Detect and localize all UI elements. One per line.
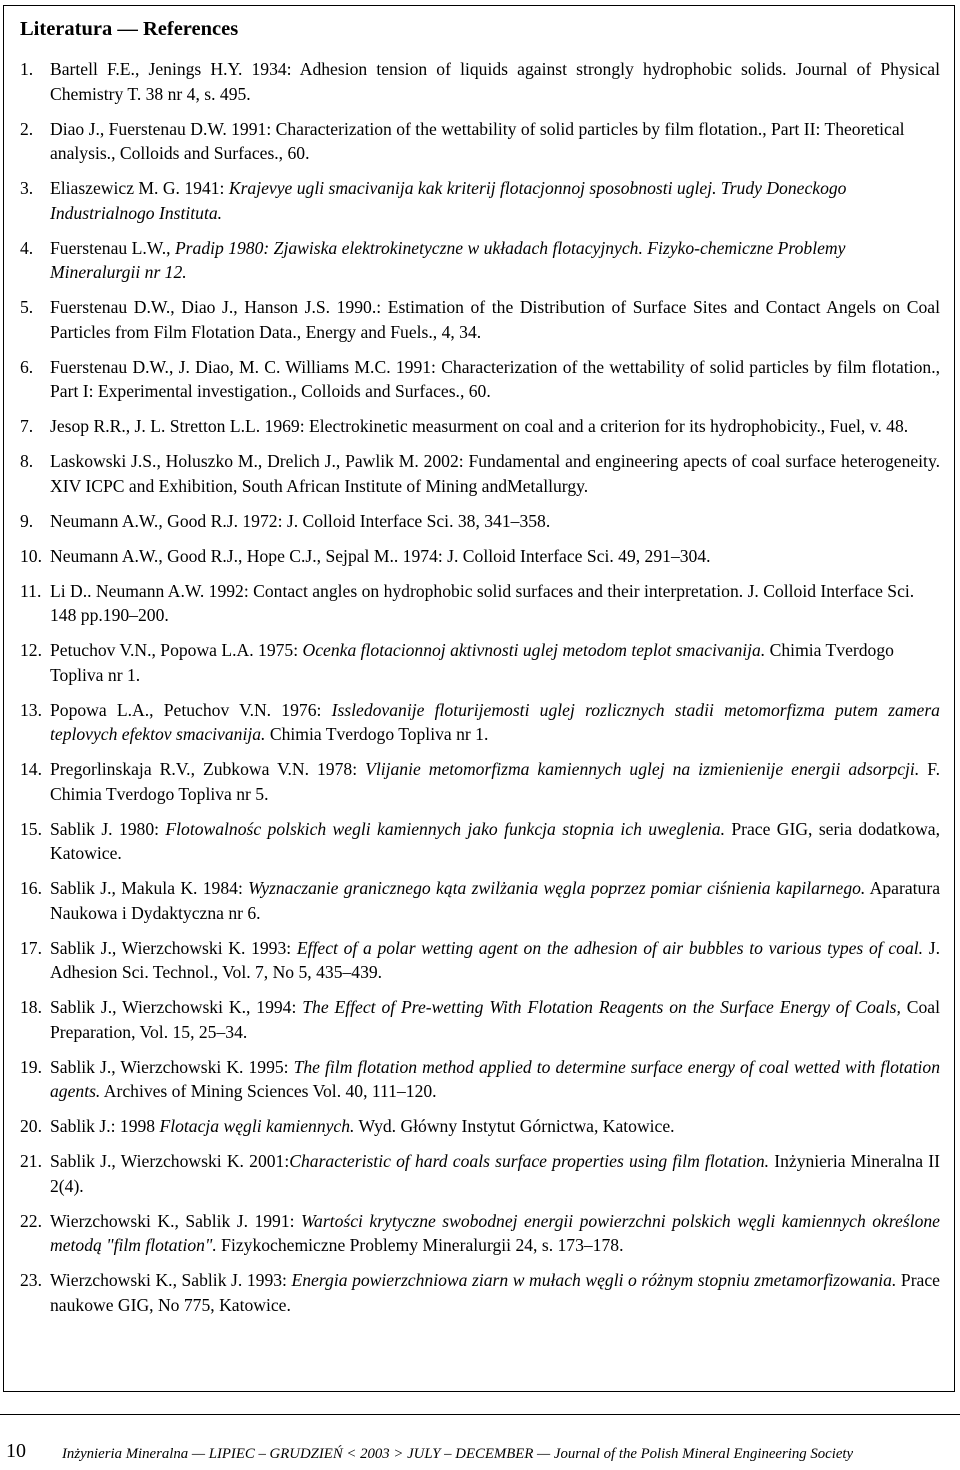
reference-item: [20, 1268, 940, 1317]
reference-title: Krajevye ugli smacivanija kak kriterij flotacjonnoj sposobnosti uglej. Trudy Doneckogo Industrialnogo Instituta.: [50, 178, 847, 223]
page-footer: [6, 1440, 956, 1470]
reference-title: Ocenka flotacionnoj aktivnosti uglej metodom teplot smacivanija.: [302, 640, 766, 660]
reference-title: Vlijanie metomorfizma kamiennych uglej na izmienienije energii adsorpcji.: [365, 759, 920, 779]
reference-item: [20, 579, 940, 628]
reference-text: Li D.. Neumann A.W. 1992: Contact angles on hydrophobic solid surfaces and their interpretation. J. Colloid Interface Sci. 148 pp.190–200.: [50, 580, 915, 625]
reference-item: [20, 757, 940, 806]
reference-text: Neumann A.W., Good R.J. 1972: J. Colloid Interface Sci. 38, 341–358.: [50, 510, 551, 531]
reference-text: Fuerstenau D.W., Diao J., Hanson J.S. 1990.: Estimation of the Distribution of Surface Sites and Contact Angels on Coal Particles from Film Flotation Data., Energy and Fuels., 4, 34.: [50, 297, 940, 342]
reference-source: Aparatura Naukowa i Dydaktyczna nr 6.: [50, 878, 940, 923]
reference-text: Eliaszewicz M. G. 1941:: [50, 178, 229, 198]
reference-source: F. Chimia Tverdogo Topliva nr 5.: [50, 759, 940, 804]
reference-source: Chimia Tverdogo Topliva nr 1.: [265, 724, 489, 744]
section-heading: Literatura — References: [20, 18, 239, 40]
reference-number: 8.: [20, 451, 34, 471]
reference-number: 11.: [20, 580, 42, 601]
reference-number: 1.: [20, 59, 34, 79]
reference-text: Bartell F.E., Jenings H.Y. 1934: Adhesion tension of liquids against strongly hydrophobic solids. Journal of Physical Chemistry T. 38 nr 4, s. 495.: [50, 59, 940, 104]
reference-source: Inżynieria Mineralna II 2(4).: [50, 1151, 940, 1196]
reference-title: Wartości krytyczne swobodnej energii powierzchni polskich węgli kamiennych określone metodą "film flotation".: [50, 1210, 940, 1255]
reference-number: 17.: [20, 937, 42, 958]
reference-number: 13.: [20, 699, 42, 720]
reference-source: Wyd. Główny Instytut Górnictwa, Katowice.: [354, 1116, 675, 1136]
reference-item: [20, 817, 940, 866]
reference-title: Effect of a polar wetting agent on the adhesion of air bubbles to various types of coal.: [296, 937, 924, 958]
reference-item: [20, 414, 940, 439]
reference-item: [20, 936, 940, 985]
reference-source: Archives of Mining Sciences Vol. 40, 111–120.: [100, 1081, 437, 1101]
reference-text: Sablik J., Wierzchowski K. 1993:: [50, 937, 297, 958]
reference-item: [20, 295, 940, 344]
footer-rule: [0, 1414, 960, 1415]
reference-source: Fizykochemiczne Problemy Mineralurgii 24, s. 173–178.: [216, 1235, 624, 1255]
reference-number: 10.: [20, 545, 42, 566]
reference-item: [20, 1114, 940, 1139]
reference-item: [20, 1055, 940, 1104]
reference-item: [20, 1149, 940, 1198]
reference-text: Neumann A.W., Good R.J., Hope C.J., Sejpal M.. 1974: J. Colloid Interface Sci. 49, 291–304.: [50, 545, 711, 566]
reference-number: 14.: [20, 759, 42, 779]
reference-item: [20, 1209, 940, 1258]
reference-text: Jesop R.R., J. L. Stretton L.L. 1969: Electrokinetic measurment on coal and a criterion for its hydrophobicity., Fuel, v. 48.: [50, 416, 909, 436]
reference-item: [20, 117, 940, 166]
reference-text: Popowa L.A., Petuchov V.N. 1976:: [50, 699, 332, 720]
reference-text: Fuerstenau D.W., J. Diao, M. C. Williams M.C. 1991: Characterization of the wettability of solid particles by film flotation., Part I: Experimental investigation., Colloids and Surfaces., 60.: [50, 356, 940, 401]
reference-number: 2.: [20, 118, 34, 139]
reference-number: 4.: [20, 237, 34, 258]
reference-source: Coal Preparation, Vol. 15, 25–34.: [50, 997, 940, 1042]
reference-title: Energia powierzchniowa ziarn w mułach węgli o różnym stopniu zmetamorfizowania.: [291, 1270, 897, 1290]
reference-title: Pradip 1980: Zjawiska elektrokinetyczne w układach flotacyjnych. Fizyko-chemiczne Problemy Mineralurgii nr 12.: [50, 237, 846, 282]
reference-text: Wierzchowski K., Sablik J. 1993:: [50, 1270, 292, 1290]
reference-text: Diao J., Fuerstenau D.W. 1991: Characterization of the wettability of solid particles by film flotation., Part II: Theoretical analysis., Colloids and Surfaces., 60.: [50, 118, 905, 163]
reference-text: Sablik J., Wierzchowski K. 1995:: [50, 1056, 294, 1077]
reference-text: Wierzchowski K., Sablik J. 1991:: [50, 1210, 301, 1231]
reference-text: Sablik J., Wierzchowski K. 2001:: [50, 1151, 290, 1171]
reference-text: Pregorlinskaja R.V., Zubkowa V.N. 1978:: [50, 759, 366, 779]
reference-number: 19.: [20, 1056, 42, 1077]
reference-text: Sablik J., Wierzchowski K., 1994:: [50, 997, 303, 1017]
reference-text: Sablik J., Makula K. 1984:: [50, 878, 249, 898]
reference-source: J. Adhesion Sci. Technol., Vol. 7, No 5, 435–439.: [50, 937, 940, 982]
reference-source: Prace naukowe GIG, No 775, Katowice.: [50, 1270, 940, 1315]
reference-item: [20, 544, 940, 569]
reference-number: 22.: [20, 1210, 42, 1231]
reference-number: 7.: [20, 416, 34, 436]
reference-number: 23.: [20, 1270, 42, 1290]
reference-number: 12.: [20, 640, 42, 660]
reference-text: Petuchov V.N., Popowa L.A. 1975:: [50, 640, 303, 660]
reference-title: The Effect of Pre-wetting With Flotation Reagents on the Surface Energy of Coals,: [302, 997, 901, 1017]
reference-text: Sablik J. 1980:: [50, 818, 166, 839]
reference-number: 3.: [20, 178, 34, 198]
reference-item: [20, 236, 940, 285]
reference-item: [20, 698, 940, 747]
reference-title: The film flotation method applied to determine surface energy of coal wetted with flotation agents.: [50, 1056, 940, 1101]
reference-text: Laskowski J.S., Holuszko M., Drelich J., Pawlik M. 2002: Fundamental and engineering apects of coal surface heterogeneity. XIV ICPC and Exhibition, South African Institute of Mining andMetallurgy.: [50, 451, 940, 496]
reference-text: Fuerstenau L.W.,: [50, 237, 175, 258]
reference-number: 6.: [20, 356, 34, 377]
reference-number: 21.: [20, 1151, 42, 1171]
reference-item: [20, 638, 940, 687]
reference-title: Wyznaczanie granicznego kąta zwilżania węgla poprzez pomiar ciśnienia kapilarnego.: [248, 878, 866, 898]
reference-title: Flotowalnośc polskich wegli kamiennych jako funkcja stopnia ich uweglenia.: [165, 818, 725, 839]
reference-source: Chimia Tverdogo Topliva nr 1.: [50, 640, 894, 685]
journal-running-footer: Inżynieria Mineralna — LIPIEC – GRUDZIEŃ < 2003 > JULY – DECEMBER — Journal of the Polish Mineral Engineering Society: [62, 1446, 854, 1462]
reference-number: 18.: [20, 997, 42, 1017]
reference-number: 5.: [20, 297, 34, 317]
reference-number: 15.: [20, 818, 42, 839]
reference-text: Sablik J.: 1998: [50, 1116, 160, 1136]
reference-item: [20, 449, 940, 498]
reference-title: Flotacja węgli kamiennych.: [159, 1116, 355, 1136]
page-number: 10: [6, 1440, 26, 1462]
reference-item: [20, 509, 940, 534]
reference-item: [20, 57, 940, 106]
reference-item: [20, 176, 940, 225]
reference-title: Characteristic of hard coals surface properties using film flotation.: [289, 1151, 770, 1171]
reference-list: [20, 57, 940, 1328]
reference-number: 16.: [20, 878, 42, 898]
reference-number: 20.: [20, 1116, 42, 1136]
reference-item: [20, 876, 940, 925]
reference-title: Issledovanije floturijemosti uglej rozlicznych stadii metomorfizma putem zamera teplovych efektov smacivanija.: [50, 699, 940, 744]
reference-item: [20, 355, 940, 404]
reference-source: Prace GIG, seria dodatkowa, Katowice.: [50, 818, 940, 863]
reference-item: [20, 995, 940, 1044]
reference-number: 9.: [20, 510, 34, 531]
